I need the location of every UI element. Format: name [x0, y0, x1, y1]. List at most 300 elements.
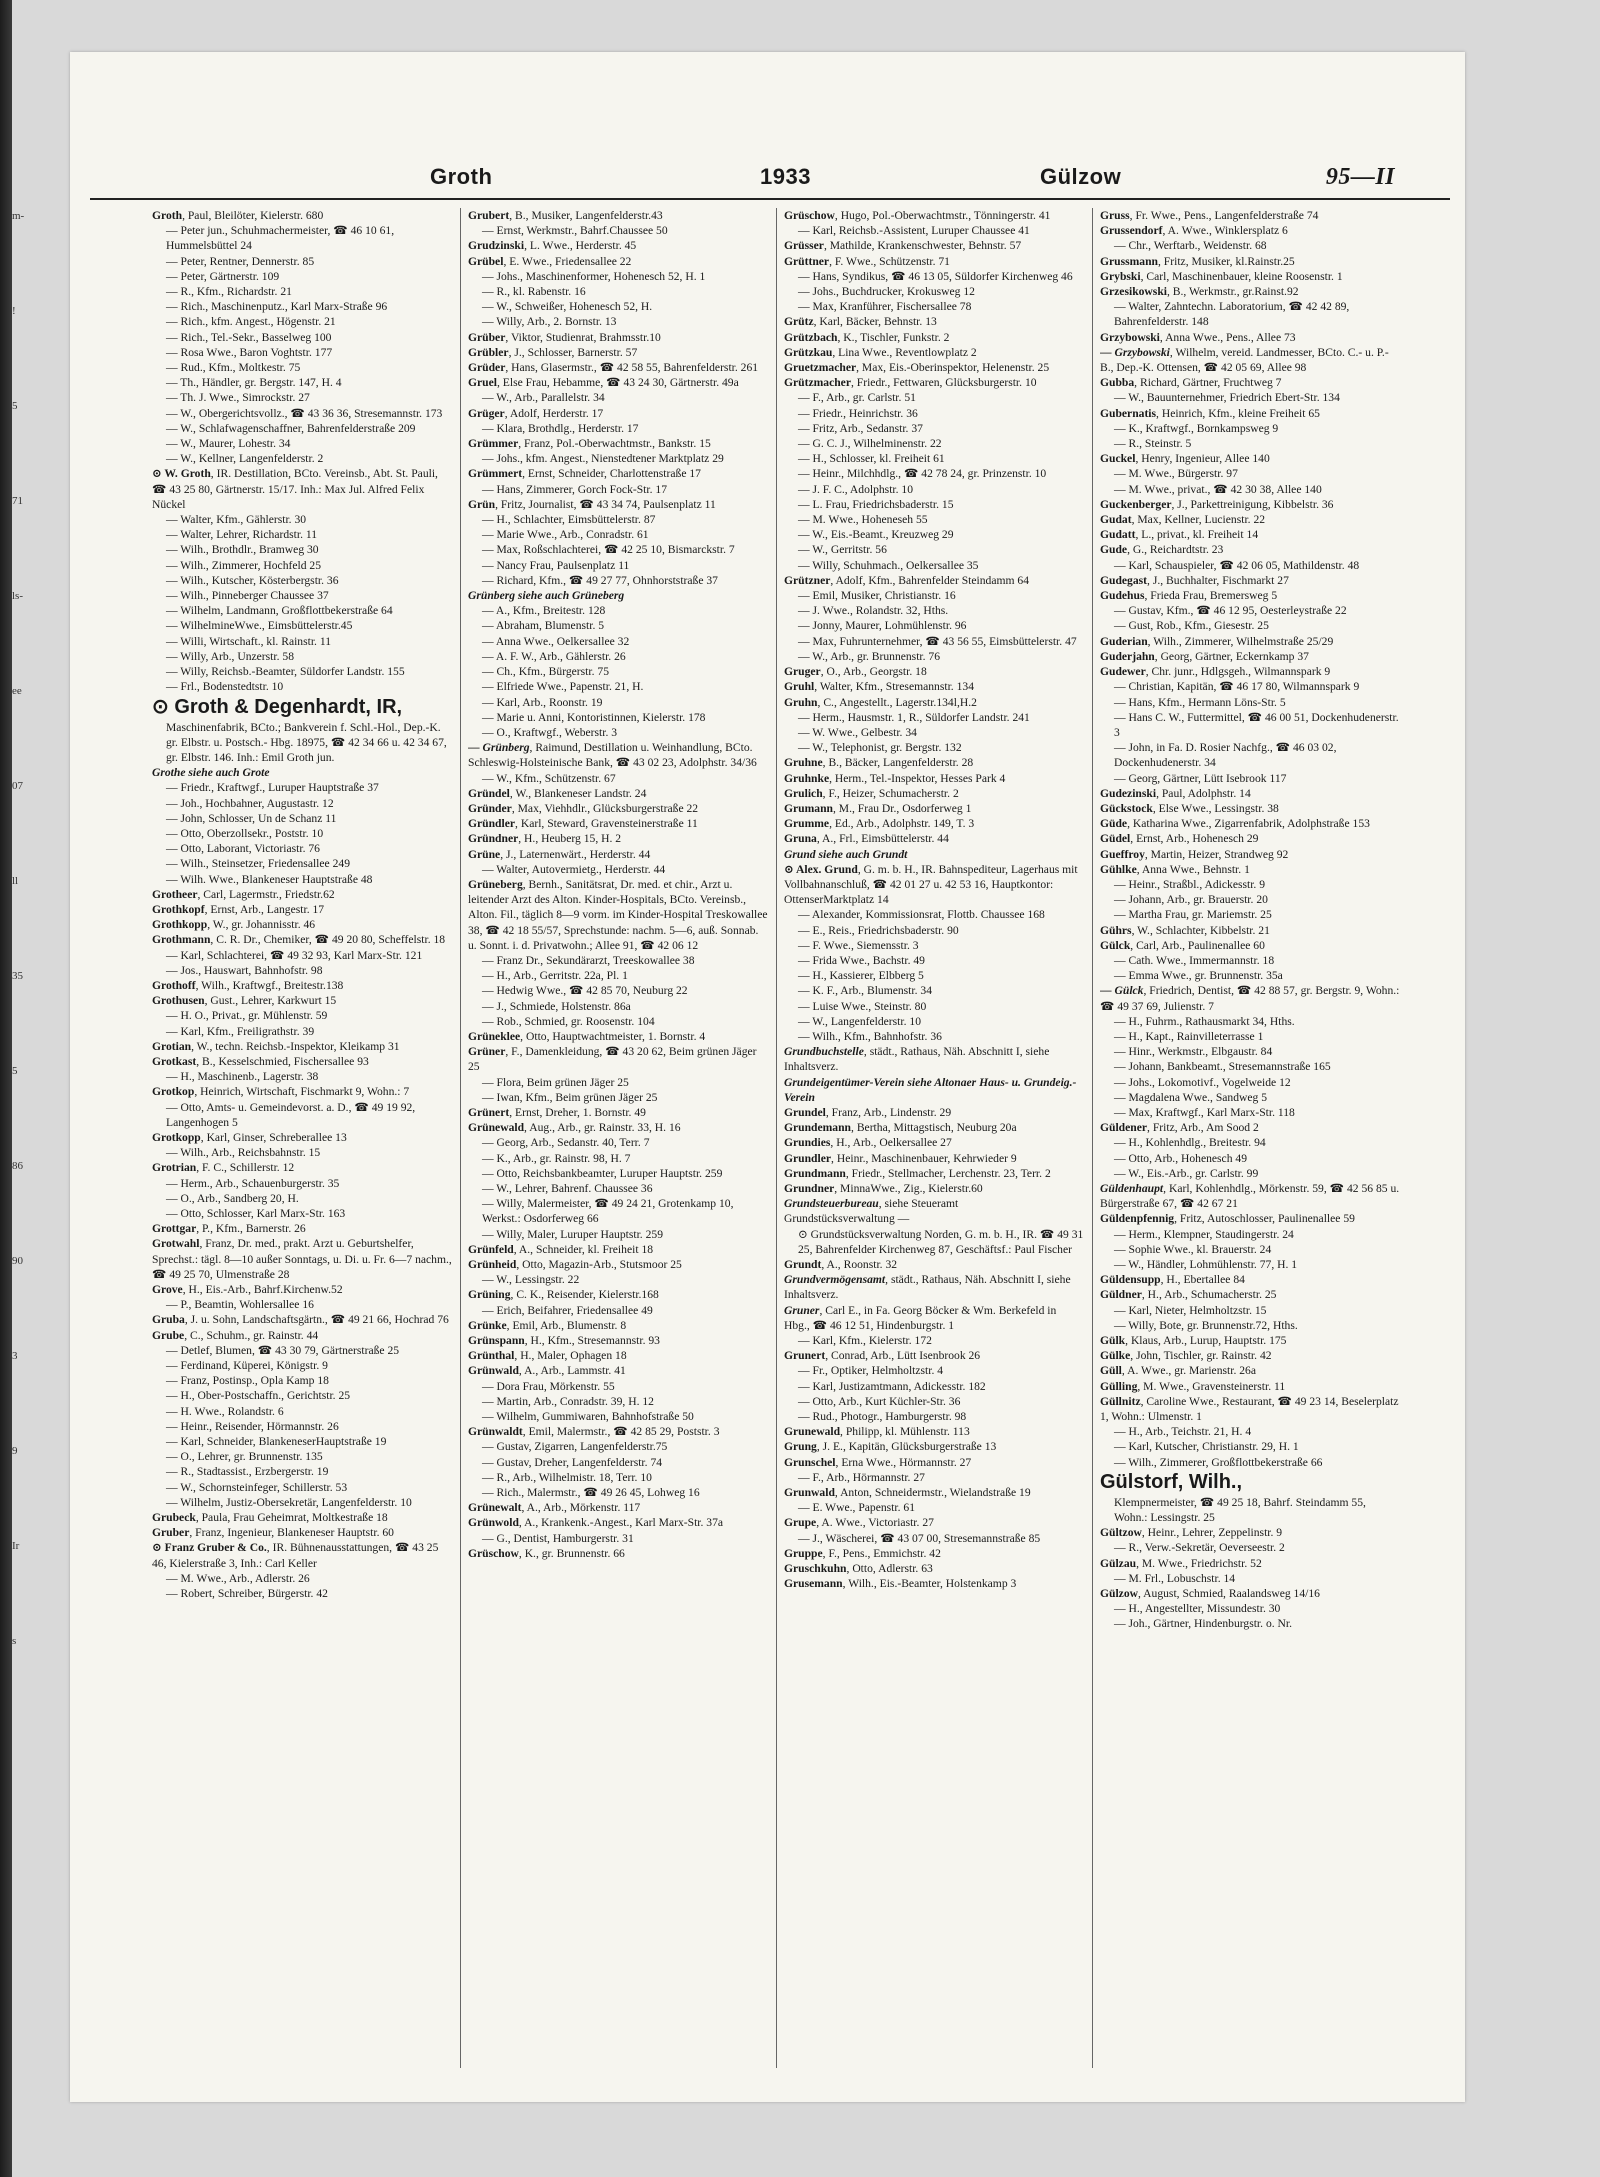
margin-fragment: ll [12, 875, 19, 887]
directory-entry: — Chr., Werftarb., Weidenstr. 68 [1114, 239, 1267, 253]
directory-entry: — R., Verw.-Sekretär, Oeverseestr. 2 [1114, 1541, 1285, 1555]
directory-entry: — Wilh., Kutscher, Kösterbergstr. 36 [166, 573, 339, 587]
directory-entry: — Otto, Arb., Hohenesch 49 [1114, 1151, 1247, 1165]
directory-entry: Gruhne, B., Bäcker, Langenfelderstr. 28 [784, 756, 974, 770]
directory-entry: Gülck, Carl, Arb., Paulinenallee 60 [1100, 938, 1265, 952]
directory-entry: — Robert, Schreiber, Bürgerstr. 42 [166, 1587, 328, 1601]
directory-entry: Gudat, Max, Kellner, Lucienstr. 22 [1100, 513, 1266, 527]
directory-entry: Gründer, Max, Viehhdlr., Glücksburgerstraße 22 [468, 801, 699, 815]
directory-entry: — Heinr., Straßbl., Adickesstr. 9 [1114, 877, 1266, 891]
directory-entry: Grübler, J., Schlosser, Barnerstr. 57 [468, 345, 638, 359]
directory-entry: — Fritz, Arb., Sedanstr. 37 [798, 421, 923, 435]
directory-entry: Grünthal, H., Maler, Ophagen 18 [468, 1349, 627, 1363]
directory-entry: — Karl, Reichsb.-Assistent, Luruper Chaussee 41 [798, 224, 1030, 238]
directory-entry: — W., Bauunternehmer, Friedrich Ebert-Str. 134 [1114, 391, 1340, 405]
directory-entry: — Georg, Gärtner, Lütt Isebrook 117 [1114, 771, 1287, 785]
directory-entry: — Wilhelm, Gummiwaren, Bahnhofstraße 50 [482, 1410, 694, 1424]
directory-entry: Grotian, W., techn. Reichsb.-Inspektor, Kleikamp 31 [152, 1039, 400, 1053]
directory-entry: Gruger, O., Arb., Georgstr. 18 [784, 665, 927, 679]
directory-entry: Grüne, J., Laternenwärt., Herderstr. 44 [468, 847, 651, 861]
directory-entry: — W., Arb., gr. Brunnenstr. 76 [798, 649, 941, 663]
margin-fragment: Ir [12, 1540, 20, 1552]
directory-entry: — Willy, Malermeister, ☎ 49 24 21, Grotenkamp 10, Werkst.: Osdorferweg 66 [482, 1197, 734, 1226]
directory-entry: — Friedr., Heinrichstr. 36 [798, 406, 918, 420]
directory-entry: Grützkau, Lina Wwe., Reventlowplatz 2 [784, 345, 977, 359]
directory-entry: — Rich., Maschinenputz., Karl Marx-Straße 96 [166, 300, 388, 314]
directory-entry: Grütz, Karl, Bäcker, Behnstr. 13 [784, 315, 937, 329]
directory-entry: Gruschkuhn, Otto, Adlerstr. 63 [784, 1562, 933, 1576]
directory-entry: Grubeck, Paula, Frau Geheimrat, Moltkestraße 18 [152, 1511, 388, 1525]
directory-entry: — Hinr., Werkmstr., Elbgaustr. 84 [1114, 1045, 1273, 1059]
directory-entry: — Hans, Zimmerer, Gorch Fock-Str. 17 [482, 482, 668, 496]
directory-entry: — Franz, Postinsp., Opla Kamp 18 [166, 1374, 329, 1388]
directory-entry: — K. F., Arb., Blumenstr. 34 [798, 984, 933, 998]
directory-entry: — M. Frl., Lobuschstr. 14 [1114, 1571, 1236, 1585]
directory-entry: Grothmann, C. R. Dr., Chemiker, ☎ 49 20 80, Scheffelstr. 18 [152, 933, 446, 947]
directory-entry: — Ch., Kfm., Bürgerstr. 75 [482, 665, 609, 679]
directory-entry: Grüder, Hans, Glasermstr., ☎ 42 58 55, Bahrenfelderstr. 261 [468, 361, 759, 375]
directory-entry: — Johann, Bankbeamt., Stresemannstraße 165 [1114, 1060, 1331, 1074]
directory-entry: — Martin, Arb., Conradstr. 39, H. 12 [482, 1394, 654, 1408]
directory-entry: Grotkop, Heinrich, Wirtschaft, Fischmarkt 9, Wohn.: 7 [152, 1085, 410, 1099]
directory-entry: — Max, Kraftwgf., Karl Marx-Str. 118 [1114, 1105, 1295, 1119]
directory-entry: Grümmer, Franz, Pol.-Oberwachtmstr., Bankstr. 15 [468, 437, 711, 451]
directory-entry: — W., Schweißer, Hohenesch 52, H. [482, 300, 653, 314]
margin-fragment: ls- [12, 590, 23, 602]
directory-entry: Gründel, W., Blankeneser Landstr. 24 [468, 786, 647, 800]
directory-entry: — Emil, Musiker, Christianstr. 16 [798, 589, 956, 603]
directory-columns [152, 208, 1400, 2088]
directory-entry: — Willy, Arb., 2. Bornstr. 13 [482, 315, 617, 329]
directory-entry: — Elfriede Wwe., Papenstr. 21, H. [482, 680, 644, 694]
directory-entry: Guderian, Wilh., Zimmerer, Wilhelmstraße 25/29 [1100, 634, 1334, 648]
directory-entry: Gülke, John, Tischler, gr. Rainstr. 42 [1100, 1349, 1272, 1363]
directory-entry: — John, Schlosser, Un de Schanz 11 [166, 811, 337, 825]
directory-entry: — Magdalena Wwe., Sandweg 5 [1114, 1090, 1268, 1104]
left-margin-bleed [12, 200, 26, 1900]
directory-entry: — Anna Wwe., Oelkersallee 32 [482, 634, 630, 648]
margin-fragment: 35 [12, 970, 23, 982]
directory-entry: Grundner, MinnaWwe., Zig., Kielerstr.60 [784, 1182, 983, 1195]
column-4 [1100, 208, 1400, 2088]
directory-entry: — Grzybowski, Wilhelm, vereid. Landmesser, BCto. C.- u. P.-B., Dep.-K. Ottensen, ☎ 42 05 69, Allee 98 [1100, 345, 1389, 375]
directory-entry: — Karl, Kfm., Kielerstr. 172 [798, 1334, 932, 1348]
directory-entry: — Detlef, Blumen, ☎ 43 30 79, Gärtnerstraße 25 [166, 1343, 400, 1357]
directory-entry: — H., Ober-Postschaffn., Gerichtstr. 25 [166, 1389, 351, 1403]
directory-entry: — Wilh., Pinneberger Chaussee 37 [166, 589, 329, 603]
directory-entry: Maschinenfabrik, BCto.; Bankverein f. Schl.-Hol., Dep.-K. gr. Elbstr. u. Postsch.- Hbg. 18975, ☎ 42 34 66 u. 42 34 67, gr. Elbstr. 146. Inh.: Emil Groth jun. [166, 720, 447, 764]
directory-entry: — K., Arb., gr. Rainstr. 98, H. 7 [482, 1151, 631, 1165]
directory-entry: — W., Schornsteinfeger, Schillerstr. 53 [166, 1480, 348, 1494]
directory-entry: Grupe, A. Wwe., Victoriastr. 27 [784, 1516, 934, 1530]
directory-entry: — Willy, Arb., Unzerstr. 58 [166, 649, 295, 663]
directory-entry: Grundt, A., Roonstr. 32 [784, 1258, 898, 1272]
directory-entry: Grünberg siehe auch Grüneberg [468, 589, 625, 603]
directory-entry: — J., Wäscherei, ☎ 43 07 00, Stresemannstraße 85 [798, 1531, 1041, 1545]
directory-entry: Grümmert, Ernst, Schneider, Charlottenstraße 17 [468, 467, 701, 481]
directory-entry: — Peter, Gärtnerstr. 109 [166, 269, 280, 283]
directory-entry: — Rich., Malermstr., ☎ 49 26 45, Lohweg 16 [482, 1486, 700, 1500]
directory-entry: — Walter, Zahntechn. Laboratorium, ☎ 42 42 89, Bahrenfelderstr. 148 [1114, 300, 1350, 329]
directory-entry: Gründler, Karl, Steward, Gravensteinerstraße 11 [468, 817, 698, 831]
directory-entry: ⊙ Franz Gruber & Co., IR. Bühnenausstattungen, ☎ 43 25 46, Kielerstraße 3, Inh.: Carl Keller [152, 1541, 439, 1570]
directory-entry: — Johs., Lokomotivf., Vogelweide 12 [1114, 1075, 1291, 1089]
directory-entry: Grotrian, F. C., Schillerstr. 12 [152, 1161, 295, 1175]
directory-entry: Klempnermeister, ☎ 49 25 18, Bahrf. Steindamm 55, Wohn.: Lessingstr. 25 [1114, 1495, 1366, 1525]
directory-entry: — Hedwig Wwe., ☎ 42 85 70, Neuburg 22 [482, 984, 688, 998]
directory-entry: — H. Wwe., Rolandstr. 6 [166, 1404, 284, 1418]
directory-entry: — Walter, Lehrer, Richardstr. 11 [166, 528, 318, 542]
directory-entry: Grundemann, Bertha, Mittagstisch, Neuburg 20a [784, 1121, 1017, 1135]
directory-entry: — Joh., Gärtner, Hindenburgstr. o. Nr. [1114, 1617, 1293, 1631]
directory-entry: Grumme, Ed., Arb., Adolphstr. 149, T. 3 [784, 817, 975, 831]
directory-entry: Grumann, M., Frau Dr., Osdorferweg 1 [784, 801, 972, 815]
directory-entry: Gruss, Fr. Wwe., Pens., Langenfelderstraße 74 [1100, 209, 1319, 222]
directory-entry: — Iwan, Kfm., Beim grünen Jäger 25 [482, 1090, 658, 1104]
directory-entry: Grube, C., Schuhm., gr. Rainstr. 44 [152, 1328, 319, 1342]
directory-entry: — H., Fuhrm., Rathausmarkt 34, Hths. [1114, 1014, 1295, 1028]
directory-entry: Grüber, Viktor, Studienrat, Brahmsstr.10 [468, 330, 661, 344]
directory-entry: — Heinr., Reisender, Hörmannstr. 26 [166, 1419, 339, 1433]
directory-entry: Güldener, Fritz, Arb., Am Sood 2 [1100, 1121, 1259, 1135]
directory-entry: — Gustav, Kfm., ☎ 46 12 95, Oesterleystraße 22 [1114, 604, 1347, 618]
directory-entry: — Wilh. Wwe., Blankeneser Hauptstraße 48 [166, 872, 373, 886]
directory-entry: — Joh., Hochbahner, Augustastr. 12 [166, 796, 334, 810]
directory-entry: Grybski, Carl, Maschinenbauer, kleine Roosenstr. 1 [1100, 269, 1343, 283]
directory-entry: — Fr., Optiker, Helmholtzstr. 4 [798, 1364, 944, 1378]
directory-entry: Güldenpfennig, Fritz, Autoschlosser, Paulinenallee 59 [1100, 1212, 1355, 1226]
directory-entry: Grundeigentümer-Verein siehe Altonaer Haus- u. Grundeig.-Verein [784, 1075, 1077, 1104]
directory-entry: Grund siehe auch Grundt [784, 847, 908, 861]
directory-entry: Grothkopf, Ernst, Arb., Langestr. 17 [152, 902, 325, 916]
margin-fragment: ! [12, 305, 16, 317]
directory-entry: — Rud., Kfm., Moltkestr. 75 [166, 361, 301, 375]
directory-entry: Gührs, W., Schlachter, Kibbelstr. 21 [1100, 923, 1270, 937]
column-2 [468, 208, 768, 2088]
directory-entry: — H. O., Privat., gr. Mühlenstr. 59 [166, 1009, 328, 1023]
directory-entry: — Karl, Schlachterei, ☎ 49 32 93, Karl Marx-Str. 121 [166, 948, 423, 962]
directory-entry: — Herm., Hausmstr. 1, R., Süldorfer Landstr. 241 [798, 710, 1030, 724]
directory-entry: — Johs., Maschinenformer, Hohenesch 52, H. 1 [482, 269, 706, 283]
directory-entry: Gruhnke, Herm., Tel.-Inspektor, Hesses Park 4 [784, 771, 1006, 785]
directory-entry: Gülzau, M. Wwe., Friedrichstr. 52 [1100, 1556, 1262, 1570]
directory-entry: Grothusen, Gust., Lehrer, Karkwurt 15 [152, 994, 337, 1008]
directory-entry: — Willy, Maler, Luruper Hauptstr. 259 [482, 1227, 663, 1241]
directory-entry: Grussmann, Fritz, Musiker, kl.Rainstr.25 [1100, 254, 1295, 268]
directory-entry: Grubert, B., Musiker, Langenfelderstr.43 [468, 209, 663, 222]
directory-entry: Gruetzmacher, Max, Eis.-Oberinspektor, Helenenstr. 25 [784, 361, 1050, 375]
directory-entry: Grudzinski, L. Wwe., Herderstr. 45 [468, 239, 637, 253]
directory-entry: Güll, A. Wwe., gr. Marienstr. 26a [1100, 1364, 1256, 1378]
directory-entry: — W., Kfm., Schützenstr. 67 [482, 771, 616, 785]
directory-entry: Grüsser, Mathilde, Krankenschwester, Behnstr. 57 [784, 239, 1022, 253]
directory-entry: Gülk, Klaus, Arb., Lurup, Hauptstr. 175 [1100, 1334, 1287, 1348]
directory-entry: Grünert, Ernst, Dreher, 1. Bornstr. 49 [468, 1105, 646, 1119]
scan-edge [0, 0, 12, 2177]
directory-entry: Gülling, M. Wwe., Gravensteinerstr. 11 [1100, 1379, 1286, 1393]
directory-entry: — K., Kraftwgf., Bornkampsweg 9 [1114, 421, 1279, 435]
directory-entry: Gühlke, Anna Wwe., Behnstr. 1 [1100, 862, 1250, 876]
directory-entry: — M. Wwe., Arb., Adlerstr. 26 [166, 1571, 310, 1585]
directory-page [70, 52, 1465, 2102]
directory-entry: — W., Kellner, Langenfelderstr. 2 [166, 452, 324, 466]
directory-entry: — Karl, Schneider, BlankeneserHauptstraße 19 [166, 1435, 387, 1449]
directory-entry: — R., Stadtassist., Erzbergerstr. 19 [166, 1465, 329, 1479]
directory-entry: Grünspann, H., Kfm., Stresemannstr. 93 [468, 1334, 660, 1348]
directory-entry: Grundstücksverwaltung — [784, 1212, 910, 1226]
directory-entry: — A., Kfm., Breitestr. 128 [482, 604, 606, 618]
column-separator [1092, 208, 1093, 2068]
directory-entry: — R., Kfm., Richardstr. 21 [166, 285, 292, 299]
directory-entry: — Otto, Reichsbankbeamter, Luruper Hauptstr. 259 [482, 1166, 723, 1180]
directory-entry: Grunwald, Anton, Schneidermstr., Wielandstraße 19 [784, 1486, 1031, 1500]
directory-entry: Grüneklee, Otto, Hauptwachtmeister, 1. Bornstr. 4 [468, 1029, 706, 1043]
directory-entry: — J., Schmiede, Holstenstr. 86a [482, 999, 631, 1013]
margin-fragment: m- [12, 210, 25, 222]
directory-entry: Grünwaldt, Emil, Malermstr., ☎ 42 85 29, Poststr. 3 [468, 1425, 720, 1439]
header-year: 1933 [760, 164, 811, 189]
directory-entry: — Wilh., Zimmerer, Großflottbekerstraße 66 [1114, 1455, 1323, 1469]
directory-entry: — H., Arb., Teichstr. 21, H. 4 [1114, 1425, 1252, 1439]
directory-entry: — W., Obergerichtsvollz., ☎ 43 36 36, Stresemannstr. 173 [166, 406, 443, 420]
directory-entry: — W. Wwe., Gelbestr. 34 [798, 725, 917, 739]
page-header [100, 164, 1435, 198]
directory-entry: Grün, Fritz, Journalist, ☎ 43 34 74, Paulsenplatz 11 [468, 497, 716, 511]
directory-entry: — Gülck, Friedrich, Dentist, ☎ 42 88 57, gr. Bergstr. 9, Wohn.: ☎ 49 37 69, Julienstr. 7 [1100, 984, 1400, 1013]
directory-entry: Güldner, H., Arb., Schumacherstr. 25 [1100, 1288, 1277, 1302]
margin-fragment: 5 [12, 1065, 18, 1077]
directory-entry: — W., Eis.-Arb., gr. Carlstr. 99 [1114, 1166, 1259, 1180]
directory-entry: — W., Maurer, Lohestr. 34 [166, 437, 291, 451]
directory-entry: — Willy, Bote, gr. Brunnenstr.72, Hths. [1114, 1318, 1298, 1332]
directory-entry: — W., Händler, Lohmühlenstr. 77, H. 1 [1114, 1258, 1298, 1272]
directory-entry: — Walter, Autovermietg., Herderstr. 44 [482, 862, 666, 876]
directory-entry: — Karl, Arb., Roonstr. 19 [482, 695, 603, 709]
directory-entry: — W., Lehrer, Bahrenf. Chaussee 36 [482, 1182, 653, 1195]
directory-entry: — Richard, Kfm., ☎ 49 27 77, Ohnhorststraße 37 [482, 573, 718, 587]
directory-entry: — Rob., Schmied, gr. Roosenstr. 104 [482, 1014, 655, 1028]
directory-entry: Grüger, Adolf, Herderstr. 17 [468, 406, 604, 420]
directory-entry: — Karl, Kutscher, Christianstr. 29, H. 1 [1114, 1440, 1299, 1454]
directory-entry: — Otto, Oberzollsekr., Poststr. 10 [166, 826, 324, 840]
directory-entry: Grünke, Emil, Arb., Blumenstr. 8 [468, 1318, 627, 1332]
directory-entry: Grünewald, Aug., Arb., gr. Rainstr. 33, H. 16 [468, 1121, 681, 1135]
directory-entry: — Alexander, Kommissionsrat, Flottb. Chaussee 168 [798, 908, 1045, 922]
directory-entry: ⊙ Alex. Grund, G. m. b. H., IR. Bahnspediteur, Lagerhaus mit Vollbahnanschluß, ☎ 42 01 27 u. 42 53 16, Hauptkontor: OttenserMarktplatz 14 [784, 862, 1078, 907]
directory-entry: Grunewald, Philipp, kl. Mühlenstr. 113 [784, 1425, 970, 1439]
directory-entry: — E., Reis., Friedrichsbaderstr. 90 [798, 923, 959, 937]
directory-entry: — Karl, Nieter, Helmholtzstr. 15 [1114, 1303, 1267, 1317]
directory-entry: Güldenhaupt, Karl, Kohlenhdlg., Mörkenstr. 59, ☎ 42 56 85 u. Bürgerstraße 67, ☎ 42 67 21 [1100, 1182, 1400, 1211]
directory-entry: — W., Gerritstr. 56 [798, 543, 887, 557]
directory-entry: — Ernst, Werkmstr., Bahrf.Chaussee 50 [482, 224, 668, 238]
directory-entry: Grüttner, F. Wwe., Schützenstr. 71 [784, 254, 950, 268]
directory-entry: Grüschow, Hugo, Pol.-Oberwachtmstr., Tönningerstr. 41 [784, 209, 1051, 222]
directory-entry: Grundbuchstelle, städt., Rathaus, Näh. Abschnitt I, siehe Inhaltsverz. [784, 1045, 1050, 1074]
directory-entry: Gudehus, Frieda Frau, Bremersweg 5 [1100, 589, 1278, 603]
directory-entry: Güldensupp, H., Ebertallee 84 [1100, 1273, 1245, 1287]
margin-fragment: 07 [12, 780, 23, 792]
directory-entry: — Wilhelm, Landmann, Großflottbekerstraße 64 [166, 604, 393, 618]
directory-entry: ⊙ W. Groth, IR. Destillation, BCto. Vereinsb., Abt. St. Pauli, ☎ 43 25 80, Gärtnerstr. 15/17. Inh.: Max Jul. Alfred Felix Nückel [152, 467, 438, 511]
directory-entry: Gudegast, J., Buchhalter, Fischmarkt 27 [1100, 573, 1289, 587]
directory-entry: Grünwald, A., Arb., Lammstr. 41 [468, 1364, 626, 1378]
directory-entry: — R., kl. Rabenstr. 16 [482, 285, 586, 299]
directory-entry: Gruner, Carl E., in Fa. Georg Böcker & Wm. Berkefeld in Hbg., ☎ 46 12 51, Hindenburgstr. 1 [784, 1303, 1057, 1332]
directory-entry: — WilhelmineWwe., Eimsbüttelerstr.45 [166, 619, 353, 633]
directory-entry: — W., Eis.-Beamt., Kreuzweg 29 [798, 528, 954, 542]
column-1 [152, 208, 452, 2088]
directory-entry: — Jos., Hauswart, Bahnhofstr. 98 [166, 963, 323, 977]
directory-entry: — Marie u. Anni, Kontoristinnen, Kielerstr. 178 [482, 710, 706, 724]
directory-entry: Grundel, Franz, Arb., Lindenstr. 29 [784, 1105, 952, 1119]
directory-entry: — H., Maschinenb., Lagerstr. 38 [166, 1070, 319, 1084]
directory-entry: — Wilh., Steinsetzer, Friedensallee 249 [166, 857, 350, 871]
directory-entry: Gründner, H., Heuberg 15, H. 2 [468, 832, 622, 846]
directory-entry: Gültzow, Heinr., Lehrer, Zeppelinstr. 9 [1100, 1526, 1283, 1540]
directory-entry: Grung, J. E., Kapitän, Glücksburgerstraße 13 [784, 1440, 997, 1454]
directory-entry: — Wilh., Brothdlr., Bramweg 30 [166, 543, 319, 557]
directory-entry: — F., Arb., gr. Carlstr. 51 [798, 391, 916, 405]
directory-entry: — H., Kapt., Rainvilleterrasse 1 [1114, 1029, 1264, 1043]
directory-entry: — A. F. W., Arb., Gählerstr. 26 [482, 649, 626, 663]
directory-entry: Grussendorf, A. Wwe., Winklersplatz 6 [1100, 224, 1288, 238]
directory-entry: — O., Arb., Sandberg 20, H. [166, 1191, 299, 1205]
directory-entry: Grothkopp, W., gr. Johannisstr. 46 [152, 918, 316, 932]
directory-entry: — Otto, Arb., Kurt Küchler-Str. 36 [798, 1394, 961, 1408]
margin-fragment: 71 [12, 495, 23, 507]
directory-entry: — H., Arb., Gerritstr. 22a, Pl. 1 [482, 969, 628, 983]
directory-entry: Gudewer, Chr. junr., Hdlgsgeh., Wilmannspark 9 [1100, 665, 1331, 679]
directory-entry: — Grünberg, Raimund, Destillation u. Weinhandlung, BCto. Schleswig-Holsteinische Bank, ☎ 43 02 23, Adolphstr. 34/36 [468, 741, 757, 770]
directory-entry: — E. Wwe., Papenstr. 61 [798, 1501, 915, 1515]
directory-entry: Grzesikowski, B., Werkmstr., gr.Rainst.92 [1100, 285, 1299, 299]
directory-entry: — Klara, Brothdlg., Herderstr. 17 [482, 421, 639, 435]
directory-entry: — G., Dentist, Hamburgerstr. 31 [482, 1531, 634, 1545]
directory-entry: — P., Beamtin, Wohlersallee 16 [166, 1298, 314, 1312]
directory-entry: — Hans, Kfm., Hermann Löns-Str. 5 [1114, 695, 1286, 709]
directory-entry: — Johs., kfm. Angest., Nienstedtener Marktplatz 29 [482, 452, 724, 466]
directory-entry: — H., Schlosser, kl. Freiheit 61 [798, 452, 945, 466]
directory-entry: — Gustav, Dreher, Langenfelderstr. 74 [482, 1455, 663, 1469]
directory-entry: — Otto, Amts- u. Gemeindevorst. a. D., ☎ 49 19 92, Langenhogen 5 [166, 1100, 416, 1129]
directory-entry: — Max, Roßschlachterei, ☎ 42 25 10, Bismarckstr. 7 [482, 543, 735, 557]
directory-entry: — Max, Fuhrunternehmer, ☎ 43 56 55, Eimsbüttelerstr. 47 [798, 634, 1077, 648]
margin-fragment: 5 [12, 400, 18, 412]
column-separator [776, 208, 777, 2068]
directory-entry: — O., Lehrer, gr. Brunnenstr. 135 [166, 1450, 323, 1464]
directory-entry: — M. Wwe., privat., ☎ 42 30 38, Allee 140 [1114, 482, 1322, 496]
directory-entry: — John, in Fa. D. Rosier Nachfg., ☎ 46 03 02, Dockenhudenerstr. 34 [1114, 741, 1337, 770]
directory-entry: Guckel, Henry, Ingenieur, Allee 140 [1100, 452, 1270, 466]
directory-entry: — W., Arb., Parallelstr. 34 [482, 391, 605, 405]
directory-entry: — H., Kassierer, Elbberg 5 [798, 969, 924, 983]
directory-heading-entry: ⊙ Groth & Degenhardt, IR, [152, 695, 403, 718]
directory-entry: Gülzow, August, Schmied, Raalandsweg 14/16 [1100, 1587, 1320, 1601]
directory-entry: — Gust, Rob., Kfm., Giesestr. 25 [1114, 619, 1269, 633]
margin-fragment: 86 [12, 1160, 23, 1172]
directory-entry: — Flora, Beim grünen Jäger 25 [482, 1075, 629, 1089]
column-separator [460, 208, 461, 2068]
directory-entry: Güde, Katharina Wwe., Zigarrenfabrik, Adolphstraße 153 [1100, 817, 1370, 831]
directory-entry: Grove, H., Eis.-Arb., Bahrf.Kirchenw.52 [152, 1283, 343, 1297]
directory-entry: — Rosa Wwe., Baron Voghtstr. 177 [166, 345, 333, 359]
directory-entry: — Hans C. W., Futtermittel, ☎ 46 00 51, Dockenhudenerstr. 3 [1114, 710, 1399, 739]
directory-entry: — Jonny, Maurer, Lohmühlenstr. 96 [798, 619, 967, 633]
directory-entry: — Otto, Schlosser, Karl Marx-Str. 163 [166, 1207, 346, 1220]
directory-entry: — Karl, Justizamtmann, Adickesstr. 182 [798, 1379, 986, 1393]
margin-fragment: 90 [12, 1255, 23, 1267]
directory-entry: — Th. J. Wwe., Simrockstr. 27 [166, 391, 310, 405]
directory-entry: Grünheid, Otto, Magazin-Arb., Stutsmoor 25 [468, 1258, 682, 1272]
directory-heading-entry: Gülstorf, Wilh., [1100, 1470, 1243, 1493]
directory-entry: Grundvermögensamt, städt., Rathaus, Näh. Abschnitt I, siehe Inhaltsverz. [784, 1273, 1071, 1302]
directory-entry: — Georg, Arb., Sedanstr. 40, Terr. 7 [482, 1136, 650, 1150]
directory-entry: Groth, Paul, Bleilöter, Kielerstr. 680 [152, 209, 324, 222]
directory-entry: — Frl., Bodenstedtstr. 10 [166, 680, 284, 694]
margin-fragment: ee [12, 685, 22, 697]
directory-entry: Güdel, Ernst, Arb., Hohenesch 29 [1100, 832, 1259, 846]
directory-entry: ⊙ Grundstücksverwaltung Norden, G. m. b. H., IR. ☎ 49 31 25, Bahrenfelder Kirchenweg 87, Geschäftsf.: Paul Fischer [798, 1227, 1084, 1256]
directory-entry: — Wilh., Zimmerer, Hochfeld 25 [166, 558, 322, 572]
directory-entry: — Max, Kranführer, Fischersallee 78 [798, 300, 972, 314]
directory-entry: Grundler, Heinr., Maschinenbauer, Kehrwieder 9 [784, 1151, 1017, 1165]
directory-entry: Grünewalt, A., Arb., Mörkenstr. 117 [468, 1501, 641, 1515]
directory-entry: — Rich., kfm. Angest., Högenstr. 21 [166, 315, 336, 329]
directory-entry: — M. Wwe., Hoheneseh 55 [798, 513, 928, 527]
directory-entry: — Ferdinand, Küperei, Königstr. 9 [166, 1359, 328, 1373]
directory-entry: — Wilh., Kfm., Bahnhofstr. 36 [798, 1029, 942, 1043]
directory-entry: Grüneberg, Bernh., Sanitätsrat, Dr. med. et chir., Arzt u. leitender Arzt des Alton. Kinder-Hospitals, BCto. Vereinsb., Alton. Fil., täglich 8—9 vorm. im Kinder-Hospital Treskowallee 38, ☎ 42 18 55/57, Sprechstunde: nachm. 5—6, auß. Sonnab. u. Sonnt. i. d. Privatwohn.; Allee 91, ☎ 42 06 12 [468, 877, 768, 952]
directory-entry: — Martha Frau, gr. Mariemstr. 25 [1114, 908, 1272, 922]
directory-entry: — R., Steinstr. 5 [1114, 437, 1192, 451]
directory-entry: — Gustav, Zigarren, Langenfelderstr.75 [482, 1440, 668, 1454]
directory-entry: — W., Langenfelderstr. 10 [798, 1014, 921, 1028]
directory-entry: Grzybowski, Anna Wwe., Pens., Allee 73 [1100, 330, 1296, 344]
margin-fragment: 9 [12, 1445, 18, 1457]
directory-entry: — Herm., Klempner, Staudingerstr. 24 [1114, 1227, 1294, 1241]
directory-entry: — Willi, Wirtschaft., kl. Rainstr. 11 [166, 634, 332, 648]
directory-entry: — R., Arb., Wilhelmistr. 18, Terr. 10 [482, 1470, 652, 1484]
directory-entry: — Heinr., Milchhdlg., ☎ 42 78 24, gr. Prinzenstr. 10 [798, 467, 1047, 481]
directory-entry: — Marie Wwe., Arb., Conradstr. 61 [482, 528, 649, 542]
directory-entry: — Emma Wwe., gr. Brunnenstr. 35a [1114, 969, 1283, 983]
directory-entry: — H., Schlachter, Eimsbüttelerstr. 87 [482, 513, 656, 527]
directory-entry: — H., Angestellter, Missundestr. 30 [1114, 1602, 1281, 1616]
directory-entry: — J. Wwe., Rolandstr. 32, Hths. [798, 604, 949, 618]
directory-entry: — Wilhelm, Justiz-Obersekretär, Langenfelderstr. 10 [166, 1495, 412, 1509]
directory-entry: Gruhl, Walter, Kfm., Stresemannstr. 134 [784, 680, 974, 694]
directory-entry: — L. Frau, Friedrichsbaderstr. 15 [798, 497, 954, 511]
directory-entry: Grothoff, Wilh., Kraftwgf., Breitestr.138 [152, 978, 344, 992]
directory-entry: — Otto, Laborant, Victoriastr. 76 [166, 842, 320, 856]
directory-entry: Grünwold, A., Krankenk.-Angest., Karl Marx-Str. 37a [468, 1516, 724, 1530]
directory-entry: — Willy, Schuhmach., Oelkersallee 35 [798, 558, 979, 572]
directory-entry: Grundmann, Friedr., Stellmacher, Lerchenstr. 23, Terr. 2 [784, 1166, 1051, 1180]
directory-entry: — Karl, Schauspieler, ☎ 42 06 05, Mathildenstr. 48 [1114, 558, 1360, 572]
directory-entry: — J. F. C., Adolphstr. 10 [798, 482, 914, 496]
column-3 [784, 208, 1084, 2088]
directory-entry: Grottgar, P., Kfm., Barnerstr. 26 [152, 1222, 306, 1236]
directory-entry: Gruhn, C., Angestellt., Lagerstr.134l,H.2 [784, 695, 977, 709]
directory-entry: Grotkopp, Karl, Ginser, Schreberallee 13 [152, 1130, 347, 1144]
directory-entry: Gudezinski, Paul, Adolphstr. 14 [1100, 786, 1251, 800]
directory-entry: Grübel, E. Wwe., Friedensallee 22 [468, 254, 632, 268]
directory-entry: Gruna, A., Frl., Eimsbüttelerstr. 44 [784, 832, 949, 846]
directory-entry: Grotkast, B., Kesselschmied, Fischersallee 93 [152, 1054, 369, 1068]
directory-entry: Gruppe, F., Pens., Emmichstr. 42 [784, 1546, 941, 1560]
directory-entry: Gruba, J. u. Sohn, Landschaftsgärtn., ☎ 49 21 66, Hochrad 76 [152, 1313, 449, 1327]
